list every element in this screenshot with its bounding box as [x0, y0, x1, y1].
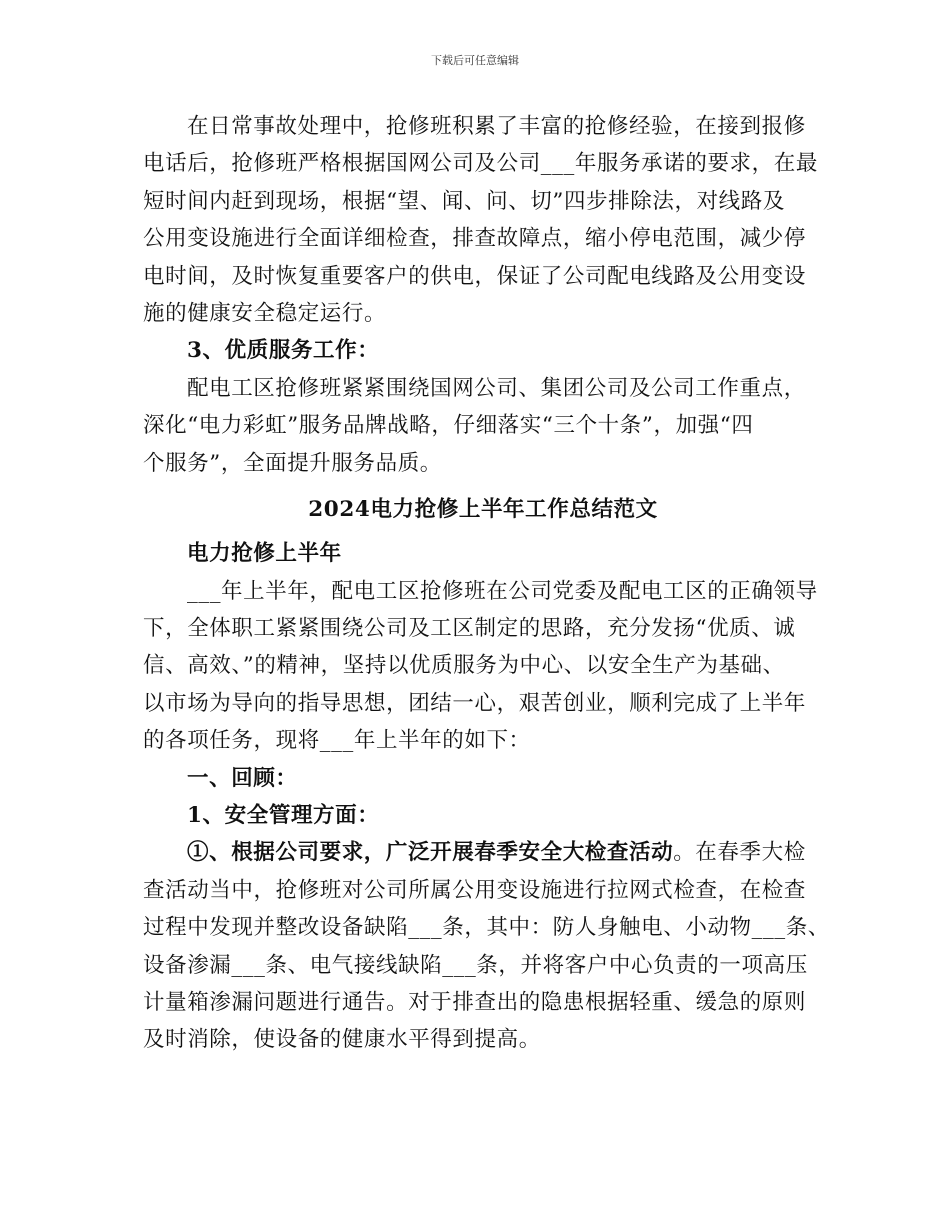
paragraph-line: 深化“电力彩虹”服务品牌战略，仔细落实“三个十条”，加强“四: [143, 413, 754, 439]
paragraph-line: 查活动当中，抢修班对公司所属公用变设施进行拉网式检查，在检查: [143, 877, 807, 903]
paragraph-line: 电时间，及时恢复重要客户的供电，保证了公司配电线路及公用变设: [143, 263, 807, 289]
item1-first-line: [143, 834, 823, 871]
paragraph-line: 信、高效、”的精神，坚持以优质服务为中心、以安全生产为基础、: [143, 653, 785, 679]
item1-rest-text: 。在春季大检: [673, 840, 806, 866]
safety-heading: 1、安全管理方面：: [187, 803, 380, 829]
paragraph-line: 在日常事故处理中，抢修班积累了丰富的抢修经验，在接到报修: [187, 114, 806, 139]
document-body: [143, 108, 830, 1059]
paragraph-line: 电话后，抢修班严格根据国网公司及公司___年服务承诺的要求，在最: [143, 151, 818, 177]
paragraph-line: 设备渗漏___条、电气接线缺陷___条，并将客户中心负责的一项高压: [143, 952, 808, 978]
paragraph-line: 公用变设施进行全面详细检查，排查故障点，缩小停电范围，减少停: [143, 226, 807, 252]
paragraph-line: ___年上半年，配电工区抢修班在公司党委及配电工区的正确领导: [187, 578, 818, 604]
paragraph-line: 个服务”，全面提升服务品质。: [143, 450, 442, 476]
item1-bold-text: ①、根据公司要求，广泛开展春季安全大检查活动: [187, 840, 674, 866]
paragraph-line: 及时消除，使设备的健康水平得到提高。: [143, 1027, 541, 1053]
article-title: 2024电力抢修上半年工作总结范文: [308, 496, 658, 522]
paragraph-line: 以市场为导向的指导思想，团结一心，艰苦创业，顺利完成了上半年: [143, 690, 807, 716]
paragraph-line: 计量箱渗漏问题进行通告。对于排查出的隐患根据轻重、缓急的原则: [143, 989, 807, 1015]
paragraph-line: 过程中发现并整改设备缺陷___条，其中：防人身触电、小动物___条、: [143, 915, 830, 941]
paragraph-line: 配电工区抢修班紧紧围绕国网公司、集团公司及公司工作重点，: [187, 375, 806, 401]
page-header-note: 下载后可任意编辑: [431, 54, 519, 67]
paragraph-line: 下，全体职工紧紧围绕公司及工区制定的思路，充分发扬“优质、诚: [143, 616, 796, 642]
paragraph-line: 的各项任务，现将___年上半年的如下：: [143, 728, 531, 754]
paragraph-line: 短时间内赶到现场，根据“望、闻、问、切”四步排除法，对线路及: [143, 188, 785, 214]
review-heading: 一、回顾：: [187, 765, 298, 791]
paragraph-line: 施的健康安全稳定运行。: [143, 300, 387, 326]
article-subtitle: 电力抢修上半年: [187, 541, 342, 567]
section-heading: 3、优质服务工作：: [187, 338, 380, 364]
